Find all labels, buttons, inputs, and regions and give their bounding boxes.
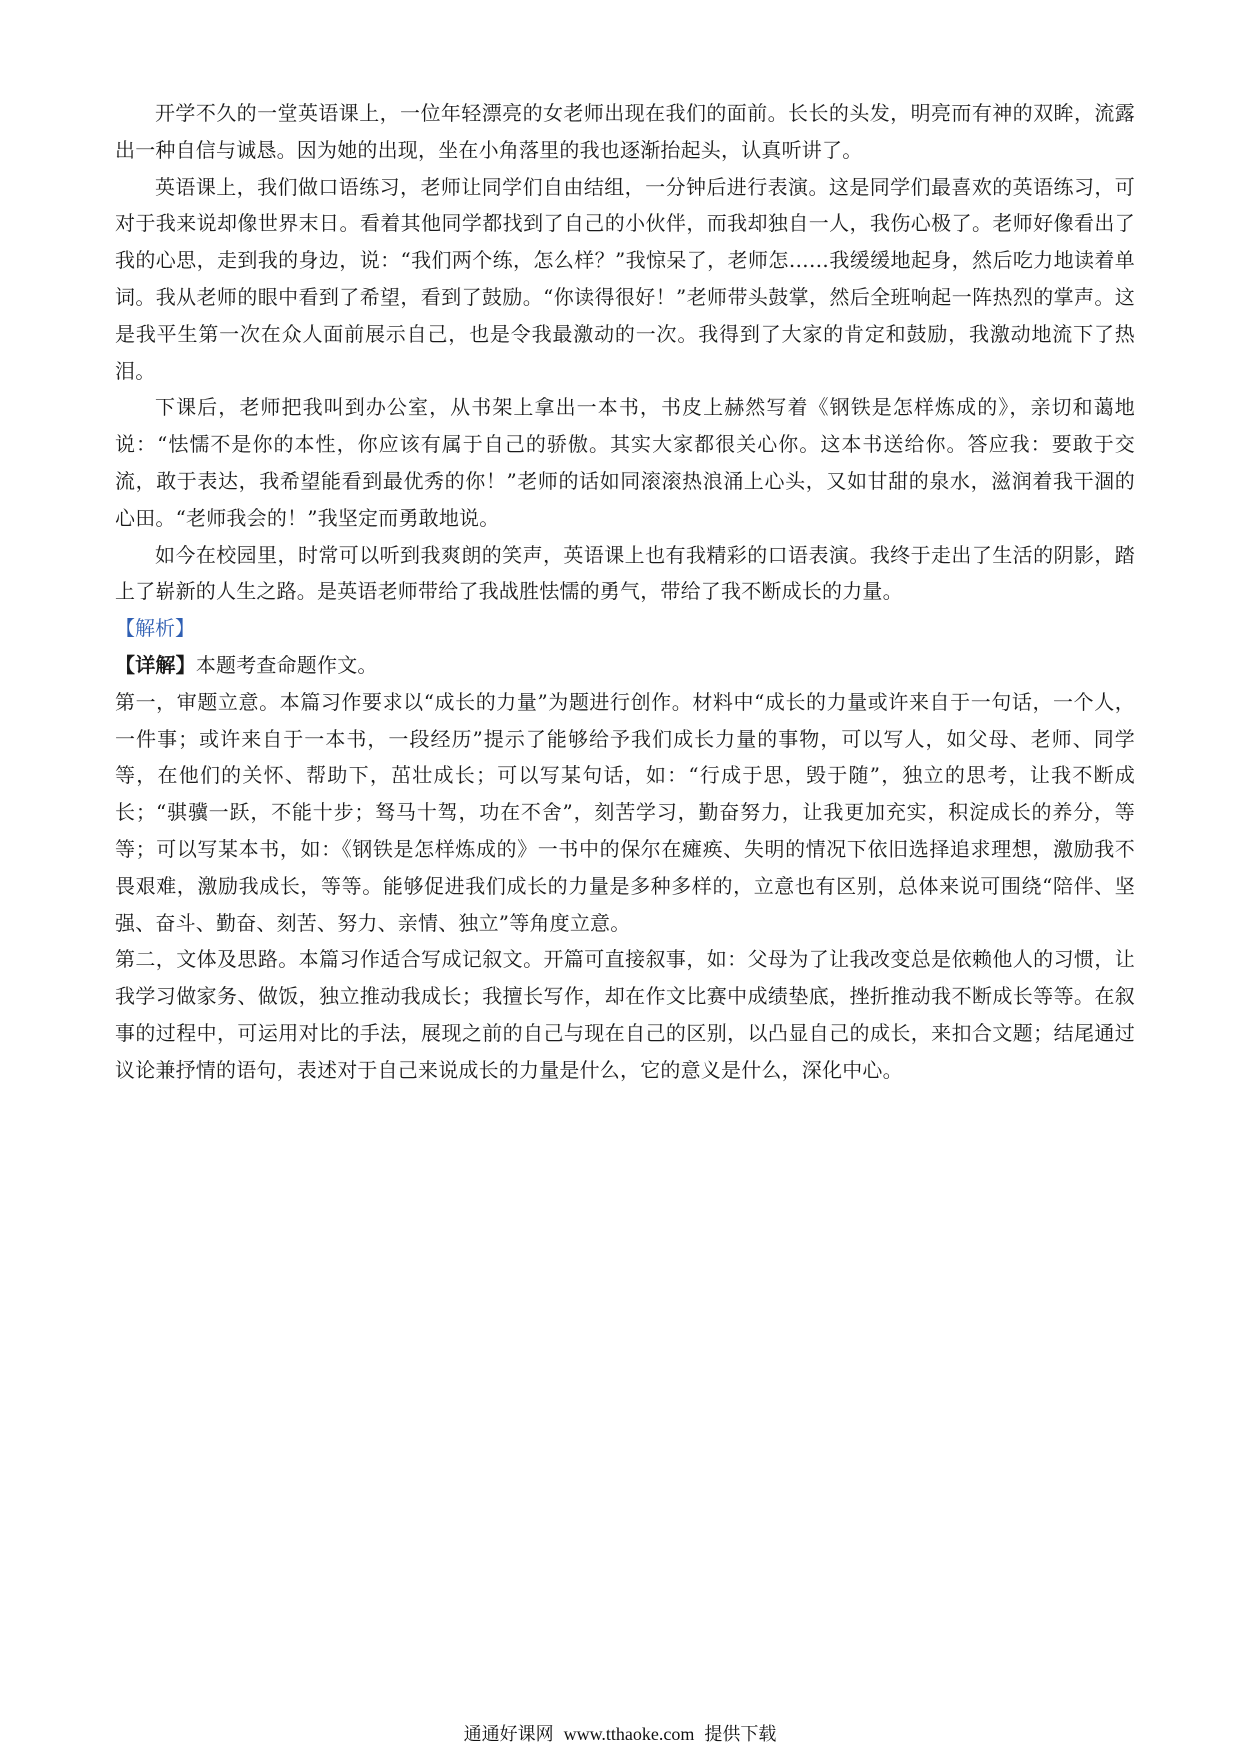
- footer-site-name: 通通好课网: [463, 1724, 554, 1745]
- analysis-point-one: 第一，审题立意。本篇习作要求以“成长的力量”为题进行创作。材料中“成长的力量或许来自于一句话，一个人，一件事；或许来自于一本书，一段经历”提示了能够给予我们成长力量的事物，可以写人，如父母、老师、同学等，在他们的关怀、帮助下，茁壮成长；可以写某句话，如：“行成于思，毁于随”，独立的思考，让我不断成长；“骐骥一跃，不能十步；驽马十驾，功在不舍”，刻苦学习，勤奋努力，让我更加充实，积淀成长的养分，等等；可以写某本书，如：《钢铁是怎样炼成的》一书中的保尔在瘫痪、失明的情况下依旧选择追求理想，激励我不畏艰难，激励我成长，等等。能够促进我们成长的力量是多种多样的，立意也有区别，总体来说可围绕“陪伴、坚强、奋斗、勤奋、刻苦、努力、亲情、独立”等角度立意。: [115, 689, 1135, 935]
- page-footer: [0, 1722, 1240, 1747]
- detail-text: 本题考查命题作文。: [195, 652, 378, 677]
- footer-site-url: www.tthaoke.com: [563, 1724, 695, 1744]
- essay-paragraph-2: 英语课上，我们做口语练习，老师让同学们自由结组，一分钟后进行表演。这是同学们最喜欢的英语练习，可对于我来说却像世界末日。看着其他同学都找到了自己的小伙伴，而我却独自一人，我伤心极了。老师好像看出了我的心思，走到我的身边，说：“我们两个练，怎么样？”我惊呆了，老师怎……我缓缓地起身，然后吃力地读着单词。我从老师的眼中看到了希望，看到了鼓励。“你读得很好！”老师带头鼓掌，然后全班响起一阵热烈的掌声。这是我平生第一次在众人面前展示自己，也是令我最激动的一次。我得到了大家的肯定和鼓励，我激动地流下了热泪。: [115, 174, 1135, 383]
- analysis-label: 【解析】: [115, 616, 195, 641]
- footer-suffix: 提供下载: [704, 1724, 777, 1745]
- essay-paragraph-1: 开学不久的一堂英语课上，一位年轻漂亮的女老师出现在我们的面前。长长的头发，明亮而有神的双眸，流露出一种自信与诚恳。因为她的出现，坐在小角落里的我也逐渐抬起头，认真听讲了。: [115, 101, 1135, 162]
- essay-paragraph-4: 如今在校园里，时常可以听到我爽朗的笑声，英语课上也有我精彩的口语表演。我终于走出了生活的阴影，踏上了崭新的人生之路。是英语老师带给了我战胜怯懦的勇气，带给了我不断成长的力量。: [115, 542, 1135, 604]
- analysis-detail: [115, 647, 1135, 684]
- detail-label: 【详解】: [115, 652, 196, 677]
- analysis-point-two: 第二，文体及思路。本篇习作适合写成记叙文。开篇可直接叙事，如：父母为了让我改变总是依赖他人的习惯，让我学习做家务、做饭，独立推动我成长；我擅长写作，却在作文比赛中成绩垫底，挫折推动我不断成长等等。在叙事的过程中，可运用对比的手法，展现之前的自己与现在自己的区别，以凸显自己的成长，来扣合文题；结尾通过议论兼抒情的语句，表述对于自己来说成长的力量是什么，它的意义是什么，深化中心。: [115, 947, 1135, 1082]
- document-body: [115, 95, 1135, 1089]
- essay-paragraph-3: 下课后，老师把我叫到办公室，从书架上拿出一本书，书皮上赫然写着《钢铁是怎样炼成的》，亲切和蔼地说：“怯懦不是你的本性，你应该有属于自己的骄傲。其实大家都很关心你。这本书送给你。答应我：要敢于交流，敢于表达，我希望能看到最优秀的你！”老师的话如同滚滚热浪涌上心头，又如甘甜的泉水，滋润着我干涸的心田。“老师我会的！”我坚定而勇敢地说。: [115, 395, 1135, 530]
